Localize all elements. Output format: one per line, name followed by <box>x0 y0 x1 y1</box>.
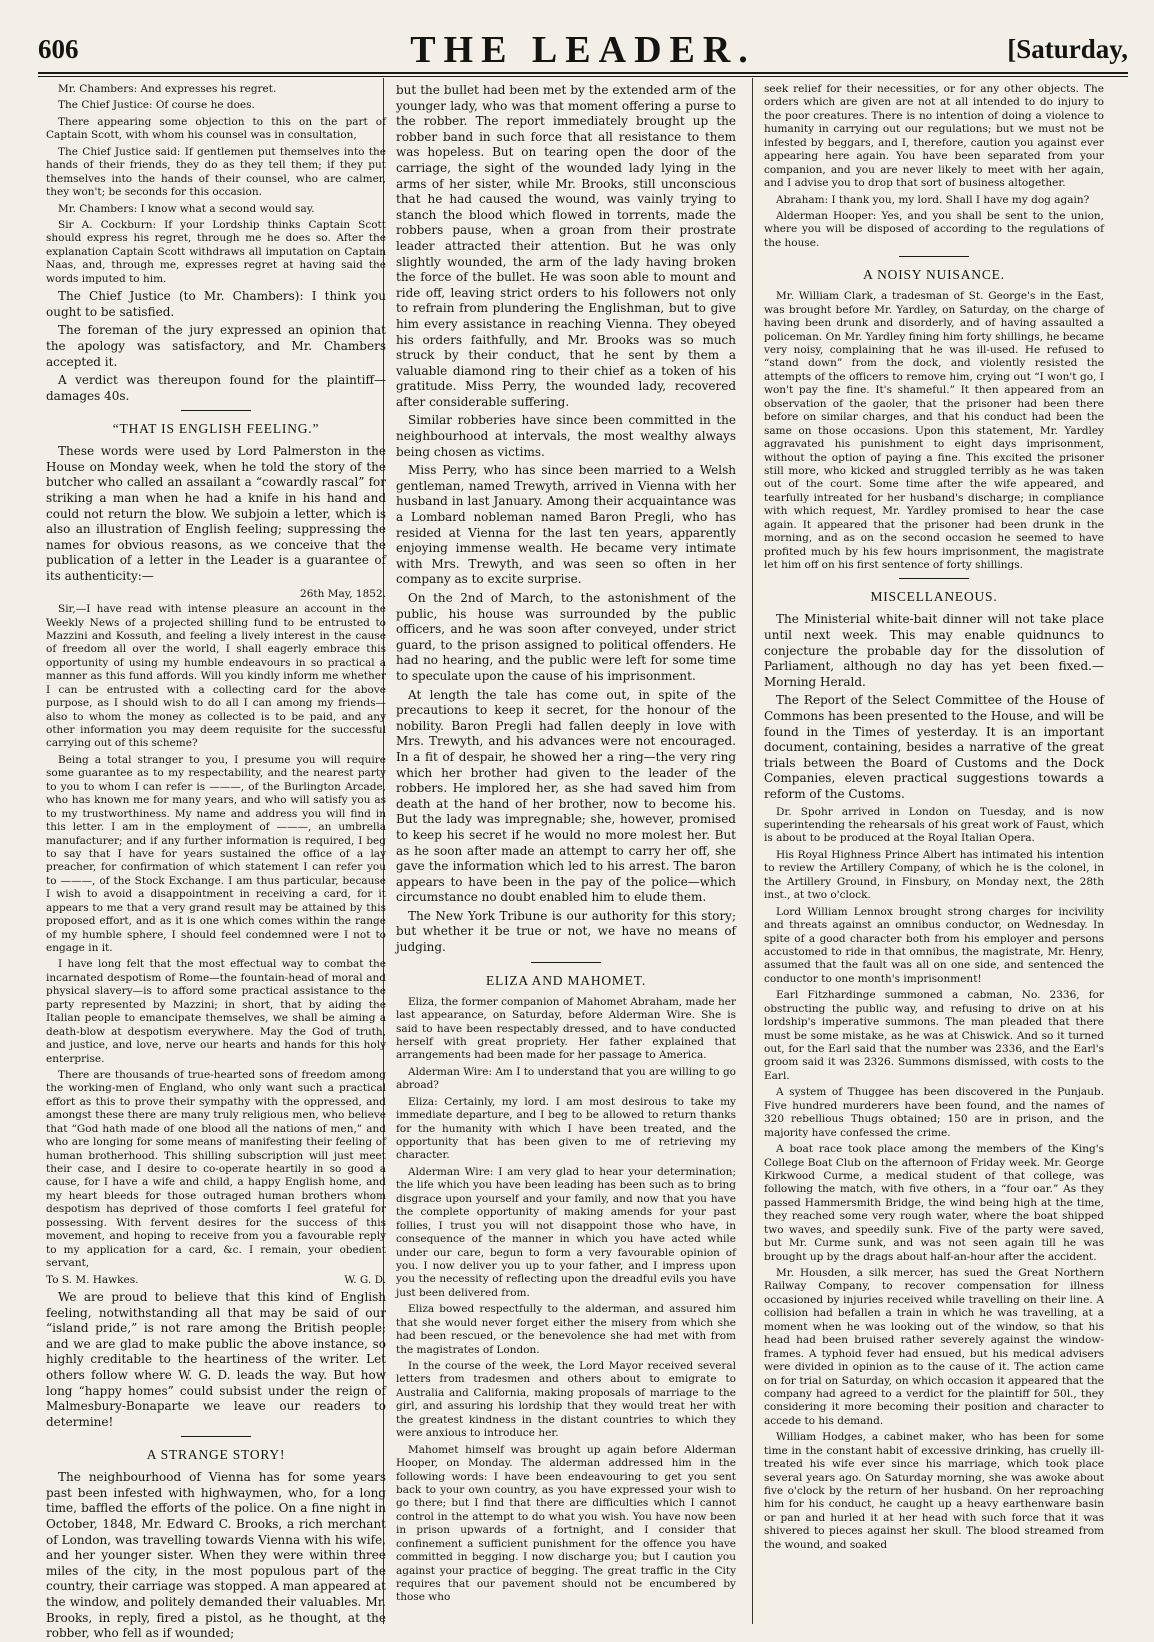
column-2 <box>396 83 736 1623</box>
paragraph: The Chief Justice (to Mr. Chambers): I think you ought to be satisfied. <box>46 289 386 319</box>
paragraph: Eliza: Certainly, my lord. I am most desirous to take my immediate departure, and I beg to be allowed to return thanks for the humanity with which I have been treated, and the opportunity that has been given to me of retrieving my character. <box>396 1095 736 1162</box>
paragraph: seek relief for their necessities, or for any other objects. The orders which are given are not at all intended to do injury to the poor creatures. There is no intention of doing a violence to humanity in carrying out our regulations; but we must not be infested by beggars, and I, therefore, caution you against ever appearing here again. You have been separated from your companion, and you are never likely to meet with her again, and I advise you to drop that sort of business altogether. <box>764 83 1104 190</box>
paragraph: Eliza bowed respectfully to the alderman, and assured him that she would never forget either the misery from which she had been rescued, or the benevolence she had met with from the magistrates of London. <box>396 1303 736 1356</box>
paragraph: The Chief Justice said: If gentlemen put themselves into the hands of their friends, they do as they tell them; if they put themselves into the hands of their counsel, who are calmer, they won't; be seconds for this occasion. <box>46 145 386 199</box>
section-heading: A STRANGE STORY! <box>146 1447 286 1463</box>
paragraph: Mr. William Clark, a tradesman of St. George's in the East, was brought before Mr. Yardley, on Saturday, on the charge of having been drunk and disorderly, and of having assaulted a policeman. On Mr. Yardley fining him forty shillings, he became very noisy, complaining that he was ill-used. He refused to “stand down” from the dock, and violently resisted the attempts of the officers to remove him, crying out “I won't go, I won't pay the fine. It's shameful.” It then appeared from an observation of the gaoler, that the prisoner had been there before on similar charges, and that his conduct had been the same on those occasions. Upon this statement, Mr. Yardley aggravated his punishment to eight days imprisonment, without the option of paying a fine. This excited the prisoner still more, who kicked and struggled terribly as he was taken out of the court. Some time after the wife appeared, and tearfully intreated for her husband's discharge; in compliance with which request, Mr. Yardley promised to hear the case again. It appeared that the prisoner had been drunk in the morning, and as on the second occasion he seemed to have profited much by his few hours imprisonment, the magistrate let him off on his first sentence of forty shillings. <box>764 290 1104 571</box>
letter-initials: W. G. D. <box>344 1273 386 1286</box>
masthead-title: THE LEADER. <box>410 29 756 71</box>
paragraph: Earl Fitzhardinge summoned a cabman, No. 2336, for obstructing the public way, and refusing to drive on at his lordship's imperative summons. The man pleaded that there must be some mistake, as he was at Chiswick. And so it turned out, for the Earl said that the number was 2336, and the Earl's groom said it was 2326. Summons dismissed, with costs to the Earl. <box>764 989 1104 1082</box>
paragraph: Mr. Housden, a silk mercer, has sued the Great Northern Railway Company, to recover compensation for illness occasioned by injuries received while travelling on their line. A collision had befallen a train in which he was travelling, at a moment when he was looking out of the window, so that his head had been bruised rather severely against the window-frames. A typhoid fever had ensued, but his medical advisers were divided in opinion as to the cause of it. The action came on for trial on Saturday, on which occasion it appeared that the company had agreed to a verdict for the plaintiff for 50l., they considering it more becoming their position and character to accede to his demand. <box>764 1267 1104 1427</box>
column-1 <box>46 83 386 1641</box>
page-number: 606 <box>38 34 79 64</box>
paragraph: Alderman Hooper: Yes, and you shall be sent to the union, where you will be disposed of according to the regulations of the house. <box>764 209 1104 249</box>
paragraph: A boat race took place among the members of the King's College Boat Club on the afternoon of Friday week. Mr. George Kirkwood Curme, a medical student of that college, was following the match, with five others, in a “four oar.” As they passed Hammersmith Bridge, the wind being high at the time, they reached some very rough water, where the boat shipped two waves, and speedily sunk. Five of the party were saved, but Mr. Curme sunk, and was not seen again till he was brought up by the drags about half-an-hour after the accident. <box>764 1143 1104 1263</box>
section-divider <box>181 1436 251 1437</box>
paragraph: These words were used by Lord Palmerston in the House on Monday week, when he told the story of the butcher who called an assailant a “cowardly rascal” for striking a man when he had a knife in his hand and could not return the blow. We subjoin a letter, which is also an illustration of English feeling; suppressing the names for obvious reasons, as we conceive that the publication of a letter in the Leader is a guarantee of its authenticity:— <box>46 444 386 584</box>
paragraph: Miss Perry, who has since been married to a Welsh gentleman, named Trewyth, arrived in Vienna with her husband in last January. Among their acquaintance was a Lombard nobleman named Baron Pregli, who has resided at Vienna for the last ten years, apparently enjoying immense wealth. He became very intimate with Mrs. Trewyth, and was seen so often in her company as to excite surprise. <box>396 463 736 587</box>
paragraph: We are proud to believe that this kind of English feeling, notwithstanding all that may be said of our “island pride,” is not rare among the British people; and we are glad to make public the above instance, so highly creditable to the heartiness of the writer. Let others follow where W. G. D. leads the way. But how long “happy homes” could subsist under the reign of Malmesbury-Bonaparte we leave our readers to determine! <box>46 1289 386 1429</box>
column-divider <box>752 78 753 1624</box>
paragraph: Mr. Chambers: I know what a second would say. <box>58 202 315 215</box>
paragraph: In the course of the week, the Lord Mayor received several letters from tradesmen and others about to emigrate to Australia and California, making proposals of marriage to the girl, and assuring his lordship that they would treat her with the greatest kindness in the distant countries to which they were anxious to introduce her. <box>396 1360 736 1440</box>
paragraph: A system of Thuggee has been discovered in the Punjaub. Five hundred murderers have been found, and the names of 320 rebellious Thugs obtained; 150 are in prison, and the majority have confessed the crime. <box>764 1086 1104 1139</box>
paragraph: Eliza, the former companion of Mahomet Abraham, made her last appearance, on Saturday, before Alderman Wire. She is said to have been respectably dressed, and to have conducted herself with great propriety. Her father explained that arrangements had been made for her passage to America. <box>396 995 736 1062</box>
paragraph: I have long felt that the most effectual way to combat the incarnated despotism of Rome—the fountain-head of moral and physical slavery—is to afford some practical assistance to the party represented by Mazzini; in short, that by aiding the Italian people to emancipate themselves, we shall be aiming a death-blow at despotism everywhere. May the God of truth, and justice, and love, nerve our hearts and hands for this holy enterprise. <box>46 958 386 1065</box>
letter-date: 26th May, 1852. <box>300 587 386 600</box>
paragraph: The New York Tribune is our authority for this story; but whether it be true or not, we have no means of judging. <box>396 908 736 955</box>
section-heading: A NOISY NUISANCE. <box>863 267 1005 283</box>
paragraph: Sir,—I have read with intense pleasure an account in the Weekly News of a projected shilling fund to be entrusted to Mazzini and Kossuth, and feeling a lively interest in the cause of freedom all over the world, I shall eagerly embrace this opportunity of using my humble endeavours in so practical a manner as this fund affords. Will you kindly inform me whether I can be entrusted with a collecting card for the above purpose, as I should wish to do all I can among my friends—also to whom the money as collected is to be paid, and any other information you may deem requisite for the successful carrying out of this scheme? <box>46 603 386 750</box>
header-rule-bottom <box>38 76 1128 77</box>
paragraph: The Ministerial white-bait dinner will not take place until next week. This may enable quidnuncs to conjecture the probable day for the dissolution of Parliament, although no day has yet been fixed.—Morning Herald. <box>764 612 1104 689</box>
paragraph: Alderman Wire: I am very glad to hear your determination; the life which you have been leading has been such as to bring disgrace upon yourself and your family, and now that you have the complete opportunity of making amends for your past follies, I trust you will not disappoint those who have, in consequence of the manner in which you have acted while under our care, begun to form a very favourable opinion of you. I now deliver you up to your father, and I impress upon you the necessity of reflecting upon the dreadful evils you have just been delivered from. <box>396 1165 736 1299</box>
paragraph: Sir A. Cockburn: If your Lordship thinks Captain Scott should express his regret, through me he does so. After the explanation Captain Scott withdraws all imputation on Captain Naas, and, through me, expresses regret at having said the words imputed to him. <box>46 218 386 285</box>
paragraph: Mr. Chambers: And expresses his regret. <box>58 83 277 95</box>
paragraph: William Hodges, a cabinet maker, who has been for some time in the constant habit of excessive drinking, has cruelly ill-treated his wife ever since his marriage, which took place several years ago. On Saturday morning, she was awoke about five o'clock by the return of her husband. On her reproaching him for his conduct, he caught up a heavy earthenware basin or pan and hurled it at her head with such force that it was shivered to pieces against her skull. The blood streamed from the wound, and soaked <box>764 1431 1104 1551</box>
section-heading: “THAT IS ENGLISH FEELING.” <box>112 421 320 437</box>
issue-day: [Saturday, <box>1007 34 1128 64</box>
paragraph: Abraham: I thank you, my lord. Shall I have my dog again? <box>776 193 1090 206</box>
section-divider <box>899 256 969 257</box>
paragraph: Alderman Wire: Am I to understand that you are willing to go abroad? <box>396 1065 736 1092</box>
section-divider <box>899 578 969 579</box>
paragraph: Dr. Spohr arrived in London on Tuesday, and is now superintending the rehearsals of his great work of Faust, which is about to be produced at the Royal Italian Opera. <box>764 805 1104 845</box>
letter-recipient: To S. M. Hawkes. <box>46 1273 139 1286</box>
paragraph: The neighbourhood of Vienna has for some years past been infested with highwaymen, who, for a long time, baffled the efforts of the police. On a fine night in October, 1848, Mr. Edward C. Brooks, a rich merchant of London, was travelling towards Vienna with his wife, and her younger sister. When they were within three miles of the city, in the most populous part of the country, their carriage was stopped. A man appeared at the window, and politely demanded their valuables. Mr. Brooks, in reply, fired a pistol, as he thought, at the robber, who fell as if wounded; <box>46 1470 386 1641</box>
paragraph: There appearing some objection to this on the part of Captain Scott, with whom his counsel was in consultation, <box>46 115 386 142</box>
paragraph: Lord William Lennox brought strong charges for incivility and threats against an omnibus conductor, on Wednesday. In spite of a good character both from his employer and persons accustomed to ride in that omnibus, the magistrate, Mr. Henry, assumed that the fault was all on one side, and sentenced the conductor to one month's imprisonment! <box>764 905 1104 985</box>
paragraph: but the bullet had been met by the extended arm of the younger lady, who was that moment offering a purse to the robber. The report immediately brought up the robber band in such force that all resistance to them was hopeless. But on tearing open the door of the carriage, the sight of the wounded lady lying in the arms of her sister, while Mr. Brooks, still unconscious that he had caused the wound, was vainly trying to stanch the blood which flowed in torrents, made the robbers pause, when a groan from their prostrate leader attracted their attention. But he was only slightly wounded, the arm of the lady having broken the force of the bullet. He was soon able to mount and ride off, leaving strict orders to his followers not only to refrain from plundering the Englishman, but to give him every assistance in reaching Vienna. They obeyed his orders faithfully, and Mr. Brooks was so much struck by their conduct, that he sent by them a valuable diamond ring to their chief as a token of his gratitude. Miss Perry, the wounded lady, recovered after considerable suffering. <box>396 83 736 409</box>
paragraph: His Royal Highness Prince Albert has intimated his intention to review the Artillery Company, of which he is the colonel, in the Artillery Ground, in Finsbury, on Monday next, the 28th inst., at two o'clock. <box>764 848 1104 902</box>
paragraph: The Report of the Select Committee of the House of Commons has been presented to the House, and will be found in the Times of yesterday. It is an important document, containing, besides a narrative of the great trials between the Board of Customs and the Dock Companies, eleven practical suggestions towards a reform of the Customs. <box>764 693 1104 801</box>
page-header <box>38 20 1128 70</box>
paragraph: The foreman of the jury expressed an opinion that the apology was satisfactory, and Mr. Chambers accepted it. <box>46 323 386 369</box>
paragraph: A verdict was thereupon found for the plaintiff—damages 40s. <box>46 373 386 403</box>
paragraph: Similar robberies have since been committed in the neighbourhood at intervals, the most wealthy always being chosen as victims. <box>396 413 736 459</box>
column-3 <box>764 83 1104 1623</box>
paragraph: On the 2nd of March, to the astonishment of the public, his house was surrounded by the public officers, and he was soon after conveyed, under strict guard, to the prison assigned to political offenders. He had no hearing, and the public were left for some time to speculate upon the cause of his imprisonment. <box>396 591 736 683</box>
section-divider <box>181 410 251 411</box>
section-heading: MISCELLANEOUS. <box>870 589 998 605</box>
paragraph: Being a total stranger to you, I presume you will require some guarantee as to my respectability, and the nearest party to you to whom I can refer is ———, of the Burlington Arcade, who has known me for many years, and who will satisfy you as to my trustworthiness. My name and address you will find in this letter. I am in the employment of ———, an umbrella manufacturer; and if any further information is required, I beg to say that I have for years sustained the office of a lay preacher, for confirmation of which statement I can refer you to ———, of the Stock Exchange. I am thus particular, because I wish to avoid a disappointment in receiving a card, for it appears to me that a very grand result may be attained by this proposed effort, and as it is one which comes within the range of my humble sphere, I should feel condemned were I not to engage in it. <box>46 753 386 954</box>
letter-signature <box>46 1274 386 1287</box>
paragraph: Mahomet himself was brought up again before Alderman Hooper, on Monday. The alderman addressed him in the following words: I have been endeavouring to get you sent back to your own country, as you have expressed your wish to go there; but I find that there are difficulties which I cannot control in the attempt to do what you wish. You have now been in prison upwards of a fortnight, and I consider that confinement a sufficient punishment for the offence you have committed in begging. I now discharge you; but I caution you against your practice of begging. The great traffic in the City requires that our pavement should not be encumbered by those who <box>396 1443 736 1604</box>
section-heading: ELIZA AND MAHOMET. <box>485 972 646 988</box>
header-rule-top <box>38 72 1128 74</box>
paragraph: At length the tale has come out, in spite of the precautions to keep it secret, for the honour of the nobility. Baron Pregli had fallen deeply in love with Mrs. Trewyth, and his advances were not encouraged. In a fit of despair, he showed her a ring—the very ring which her brother had given to the leader of the robbers. He implored her, as she had saved him from death at the hand of her brother, now to become his. But the lady was impregnable; she, however, promised to keep his secret if he would no more molest her. But as he soon after made an attempt to carry her off, she gave the information which led to his arrest. The baron appears to have been in the pay of the police—which circumstance no doubt enabled him to elude them. <box>396 687 736 905</box>
paragraph: The Chief Justice: Of course he does. <box>58 99 255 112</box>
paragraph: There are thousands of true-hearted sons of freedom among the working-men of England, who only want such a practical effort as this to prove their sympathy with the oppressed, and amongst these there are many truly religious men, who believe that “God hath made of one blood all the nations of men,” and who are longing for some means of manifesting their feeling of human brotherhood. This shilling subscription will just meet their case, and I desire to co-operate heartily in so good a cause, for I have a wife and child, a happy English home, and my heart bleeds for those outraged human brothers whom despotism has deprived of those comforts I feel grateful for possessing. With fervent desires for the success of this movement, and hoping to receive from you a favourable reply to my application for a card, &c. I remain, your obedient servant, <box>46 1068 386 1270</box>
section-divider <box>531 962 601 963</box>
